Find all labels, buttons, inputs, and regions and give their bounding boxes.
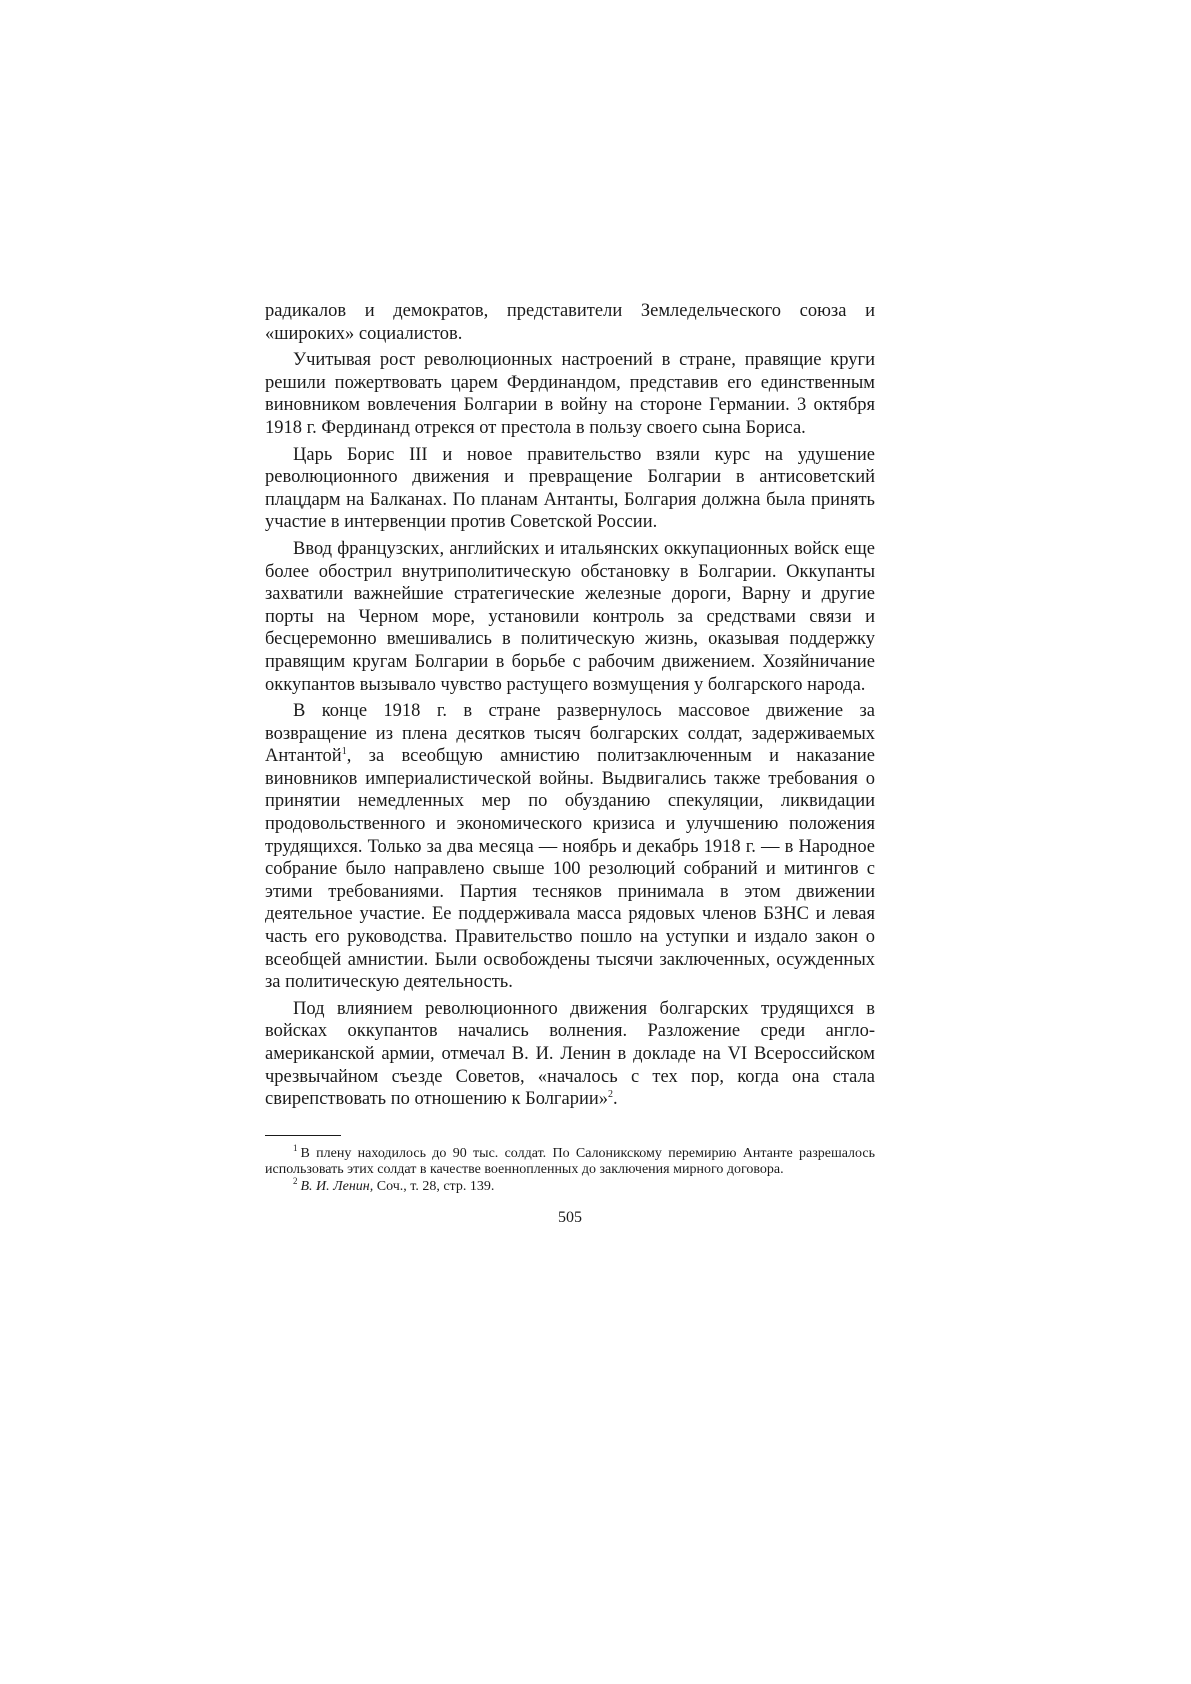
footnote-ref-2: 2 <box>608 1089 614 1101</box>
footnote-1-mark: 1 <box>293 1143 298 1154</box>
page-number: 505 <box>558 1209 582 1227</box>
paragraph-1: радикалов и демократов, представители Земледельческого союза и «широких» социалистов. <box>265 301 875 344</box>
footnote-1 <box>265 1143 875 1179</box>
footnote-ref-1: 1 <box>341 746 347 758</box>
paragraph-6-text-b: . <box>613 1089 618 1110</box>
footnote-2-mark: 2 <box>293 1176 298 1187</box>
footnote-2 <box>265 1176 875 1196</box>
paragraph-6 <box>265 998 875 1111</box>
paragraph-4: Ввод французских, английских и итальянских оккупационных войск еще более обострил внутриполитическую обстановку в Болгарии. Оккупанты захватили важнейшие стратегические железные дороги, Варну и другие порты на Черном море, установили контроль за средствами связи и бесцеремонно вмешивались в политическую жизнь, оказывая поддержку правящим кругам Болгарии в борьбе с рабочим движением. Хозяйничание оккупантов вызывало чувство растущего возмущения у болгарского народа. <box>265 538 875 695</box>
paragraph-5 <box>265 700 875 994</box>
paragraph-5-text-a: В конце 1918 г. в стране развернулось массовое движение за возвращение из плена десятков тысяч болгарских солдат, задерживаемых Антантой <box>265 701 875 767</box>
main-text <box>265 300 875 1111</box>
paragraph-3: Царь Борис III и новое правительство взяли курс на удушение революционного движения и превращение Болгарии в антисоветский плацдарм на Балканах. По планам Антанты, Болгария должна была принять участие в интервенции против Советской России. <box>265 444 875 533</box>
footnote-1-text: В плену находилось до 90 тыс. солдат. По Салоникскому перемирию Антанте разрешалось использовать этих солдат в качестве военнопленных до заключения мирного договора. <box>265 1145 875 1178</box>
paragraph-5-text-b: , за всеобщую амнистию политзаключенным и наказание виновников империалистической войны. Выдвигались также требования о принятии немедленных мер по обузданию спекуляции, ликвидации продовольственного и экономического кризиса и улучшению положения трудящихся. Только за два месяца — ноябрь и декабрь 1918 г. — в Народное собрание было направлено свыше 100 резолюций собраний и митингов с этими требованиями. Партия тесняков принимала в этом движении деятельное участие. Ее поддерживала масса рядовых членов БЗНС и левая часть его руководства. Правительство пошло на уступки и издало закон о всеобщей амнистии. Были освобождены тысячи заключенных, осужденных за политическую деятельность. <box>265 746 875 993</box>
footnote-2-text: Соч., т. 28, стр. 139. <box>373 1178 495 1194</box>
footnote-2-author: В. И. Ленин, <box>300 1178 374 1194</box>
footnote-divider <box>265 1135 341 1136</box>
paragraph-6-text-a: Под влиянием революционного движения болгарских трудящихся в войсках оккупантов начались волнения. Разложение среди англо-американской армии, отмечал В. И. Ленин в докладе на VI Всероссийском чрезвычайном съезде Советов, «началось с тех пор, когда она стала свирепствовать по отношению к Болгарии» <box>265 998 875 1110</box>
page-content <box>265 300 875 1227</box>
paragraph-2: Учитывая рост революционных настроений в стране, правящие круги решили пожертвовать царем Фердинандом, представив его единственным виновником вовлечения Болгарии в войну на стороне Германии. 3 октября 1918 г. Фердинанд отрекся от престола в пользу своего сына Бориса. <box>265 350 875 438</box>
footnotes <box>265 1143 875 1196</box>
